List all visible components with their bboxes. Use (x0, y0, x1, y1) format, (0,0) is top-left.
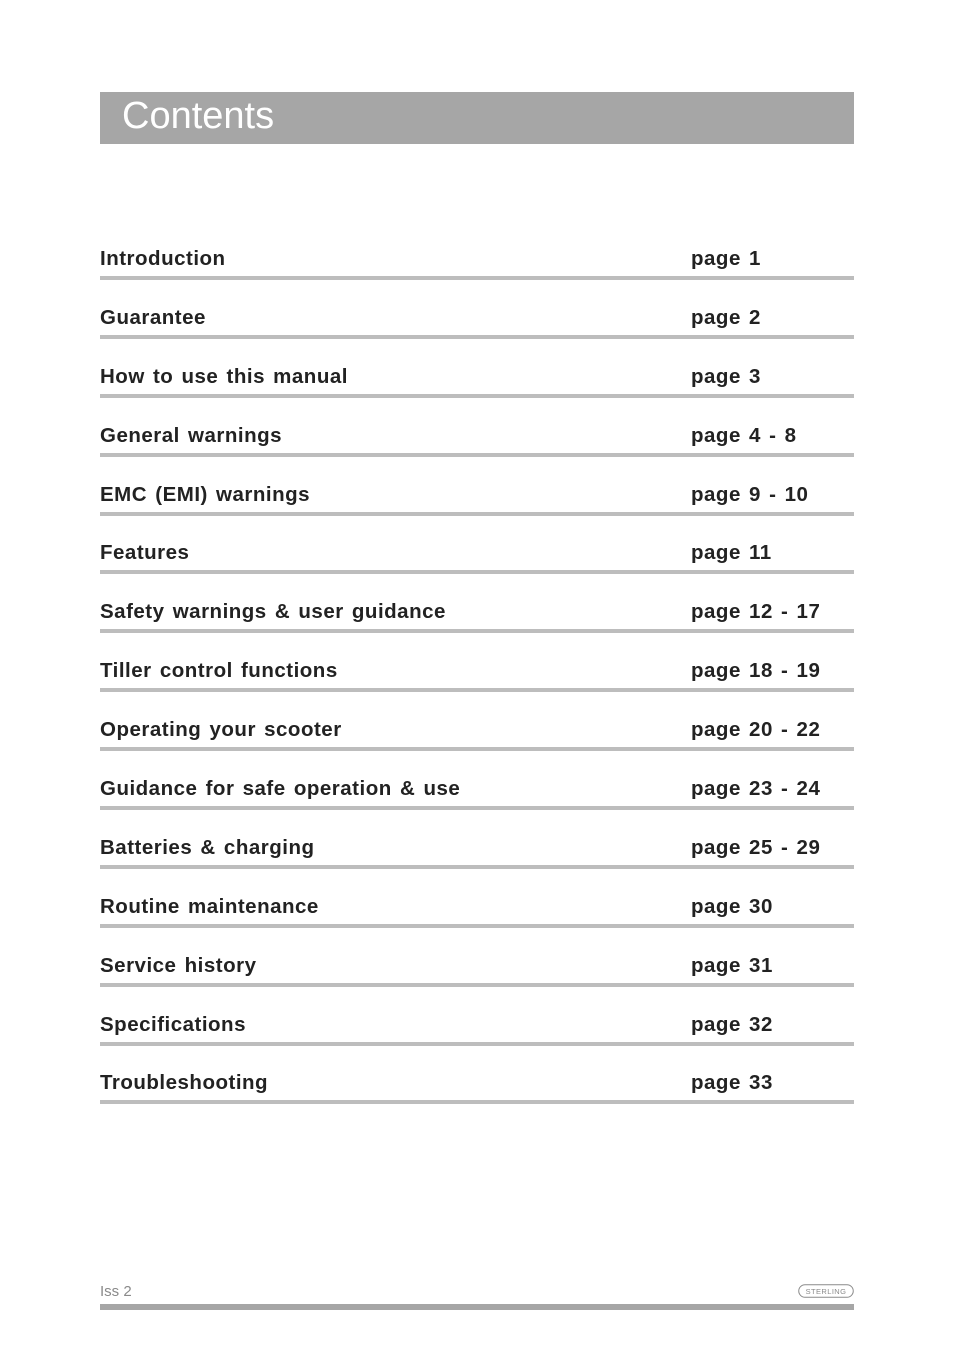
divider (100, 629, 854, 633)
divider (100, 747, 854, 751)
toc-page-ref: page 9 - 10 (691, 482, 809, 506)
divider (100, 1042, 854, 1046)
toc-row-tiller-control[interactable] (100, 644, 854, 703)
toc-label: Routine maintenance (100, 894, 319, 918)
toc-label: Safety warnings & user guidance (100, 600, 446, 624)
toc-row-how-to-use[interactable] (100, 350, 854, 409)
toc-row-general-warnings[interactable] (100, 409, 854, 468)
toc-label: Specifications (100, 1012, 246, 1036)
title-bar (100, 92, 854, 144)
divider (100, 688, 854, 692)
issue-number: Iss 2 (100, 1283, 132, 1300)
toc-page-ref: page 4 - 8 (691, 423, 797, 447)
toc-row-safe-operation[interactable] (100, 762, 854, 821)
toc-label: Introduction (100, 247, 226, 270)
toc-page-ref: page 1 (691, 247, 761, 270)
divider (100, 865, 854, 869)
divider (100, 806, 854, 810)
divider (100, 335, 854, 339)
toc-row-guarantee[interactable] (100, 291, 854, 350)
toc-label: Guidance for safe operation & use (100, 777, 461, 801)
divider (100, 983, 854, 987)
toc-page-ref: page 20 - 22 (691, 718, 821, 742)
toc-label: How to use this manual (100, 364, 348, 388)
toc-page-ref: page 2 (691, 305, 761, 329)
divider (100, 1100, 854, 1104)
toc-page-ref: page 18 - 19 (691, 659, 821, 683)
toc-page-ref: page 23 - 24 (691, 777, 821, 801)
toc-row-introduction[interactable] (100, 232, 854, 291)
page-title: Contents (122, 95, 275, 137)
toc-page-ref: page 33 (691, 1071, 773, 1095)
toc-row-emc-warnings[interactable] (100, 468, 854, 527)
toc-row-batteries[interactable] (100, 821, 854, 880)
toc-label: Guarantee (100, 305, 206, 329)
footer-divider (100, 1304, 854, 1310)
toc-page-ref: page 31 (691, 953, 773, 977)
sterling-logo (798, 1284, 854, 1298)
divider (100, 394, 854, 398)
divider (100, 570, 854, 574)
toc-label: EMC (EMI) warnings (100, 482, 311, 506)
toc-row-safety-warnings[interactable] (100, 585, 854, 644)
table-of-contents (100, 232, 854, 1115)
toc-page-ref: page 32 (691, 1012, 773, 1036)
toc-page-ref: page 12 - 17 (691, 600, 821, 624)
toc-row-features[interactable] (100, 526, 854, 585)
toc-label: Troubleshooting (100, 1071, 269, 1095)
divider (100, 276, 854, 280)
toc-row-service-history[interactable] (100, 939, 854, 998)
toc-row-routine-maintenance[interactable] (100, 880, 854, 939)
toc-label: Service history (100, 953, 257, 977)
toc-page-ref: page 11 (691, 541, 772, 565)
toc-row-specifications[interactable] (100, 998, 854, 1057)
toc-row-operating-scooter[interactable] (100, 703, 854, 762)
toc-label: Features (100, 541, 190, 565)
toc-label: Tiller control functions (100, 659, 338, 683)
divider (100, 924, 854, 928)
toc-label: General warnings (100, 423, 283, 447)
toc-row-troubleshooting[interactable] (100, 1056, 854, 1115)
divider (100, 512, 854, 516)
toc-page-ref: page 30 (691, 894, 773, 918)
divider (100, 453, 854, 457)
toc-page-ref: page 25 - 29 (691, 835, 821, 859)
toc-page-ref: page 3 (691, 364, 761, 388)
toc-label: Batteries & charging (100, 835, 315, 859)
toc-label: Operating your scooter (100, 718, 342, 742)
svg-text:STERLING: STERLING (805, 1287, 847, 1296)
